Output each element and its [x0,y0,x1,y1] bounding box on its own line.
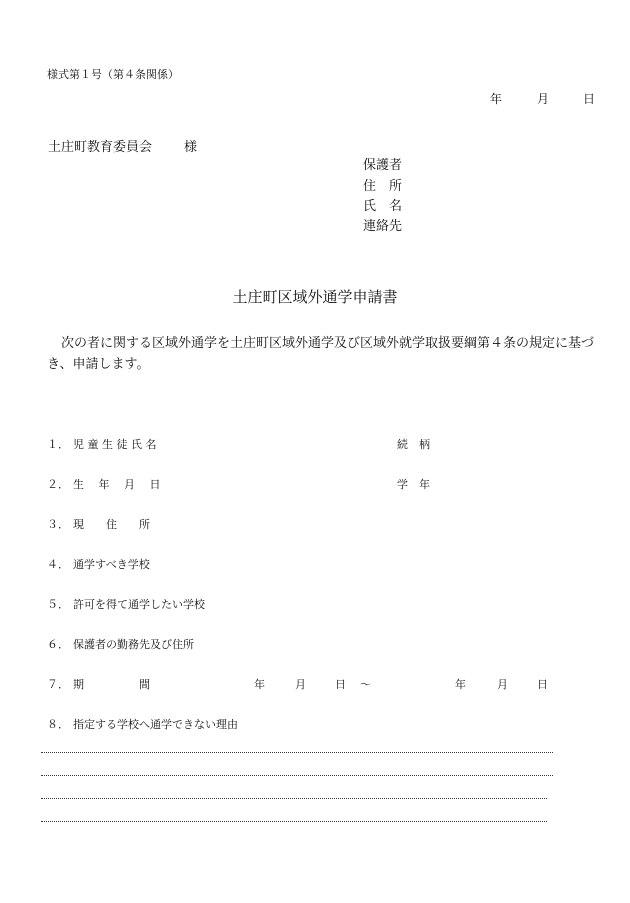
item-label: 許可を得て通学したい学校 [73,598,205,611]
document-title: 土庄町区域外通学申請書 [232,288,398,306]
grade-label: 学 年 [397,478,430,491]
item-number: ５． [47,598,69,611]
item-number: １． [47,438,69,451]
name-label: 氏 名 [363,199,403,214]
relationship-label: 続 柄 [397,438,430,451]
date-month-label: 月 [537,92,550,106]
item-label: 期 間 [73,678,150,691]
item-number: ８． [47,718,69,731]
application-statement: 次の者に関する区域外通学を土庄町区域外通学及び区域外就学取扱要綱第４条の規定に基づき、申請します。 [47,336,595,372]
item-label: 保護者の勤務先及び住所 [73,638,194,651]
reason-line-4 [41,821,547,822]
item-reason [47,716,238,732]
item-student-name [47,436,156,452]
item-number: ６． [47,638,69,651]
item-number: ３． [47,518,69,531]
addressee [48,136,197,155]
period-from-year: 年 [254,678,265,691]
item-requested-school [47,596,205,612]
form-number: 様式第１号（第４条関係） [47,68,179,81]
item-label: 生 年 月 日 [73,478,161,491]
item-number: ４． [47,558,69,571]
item-label: 児 童 生 徒 氏 名 [73,438,157,451]
reason-line-2 [41,775,553,776]
addressee-honorific: 様 [184,140,198,155]
contact-label: 連絡先 [363,219,403,234]
address-label: 住 所 [363,179,403,194]
period-to-day: 日 [537,678,548,691]
period-from-month: 月 [295,678,306,691]
period-to-year: 年 [455,678,466,691]
period-tilde: ～ [360,678,371,691]
item-birthdate [47,476,161,492]
item-number: ７． [47,678,69,691]
item-label: 指定する学校へ通学できない理由 [73,718,238,731]
period-to-month: 月 [497,678,508,691]
item-period [47,676,150,692]
item-label: 通学すべき学校 [73,558,150,571]
item-label: 現 住 所 [73,518,150,531]
item-number: ２． [47,478,69,491]
addressee-name: 土庄町教育委員会 [48,140,153,155]
date-day-label: 日 [583,92,596,106]
item-designated-school [47,556,150,572]
reason-line-1 [41,752,553,753]
date-year-label: 年 [490,92,503,106]
reason-line-3 [41,798,547,799]
item-current-address [47,516,150,532]
item-guardian-workplace [47,636,194,652]
period-from-day: 日 [335,678,346,691]
guardian-label: 保護者 [363,158,403,173]
